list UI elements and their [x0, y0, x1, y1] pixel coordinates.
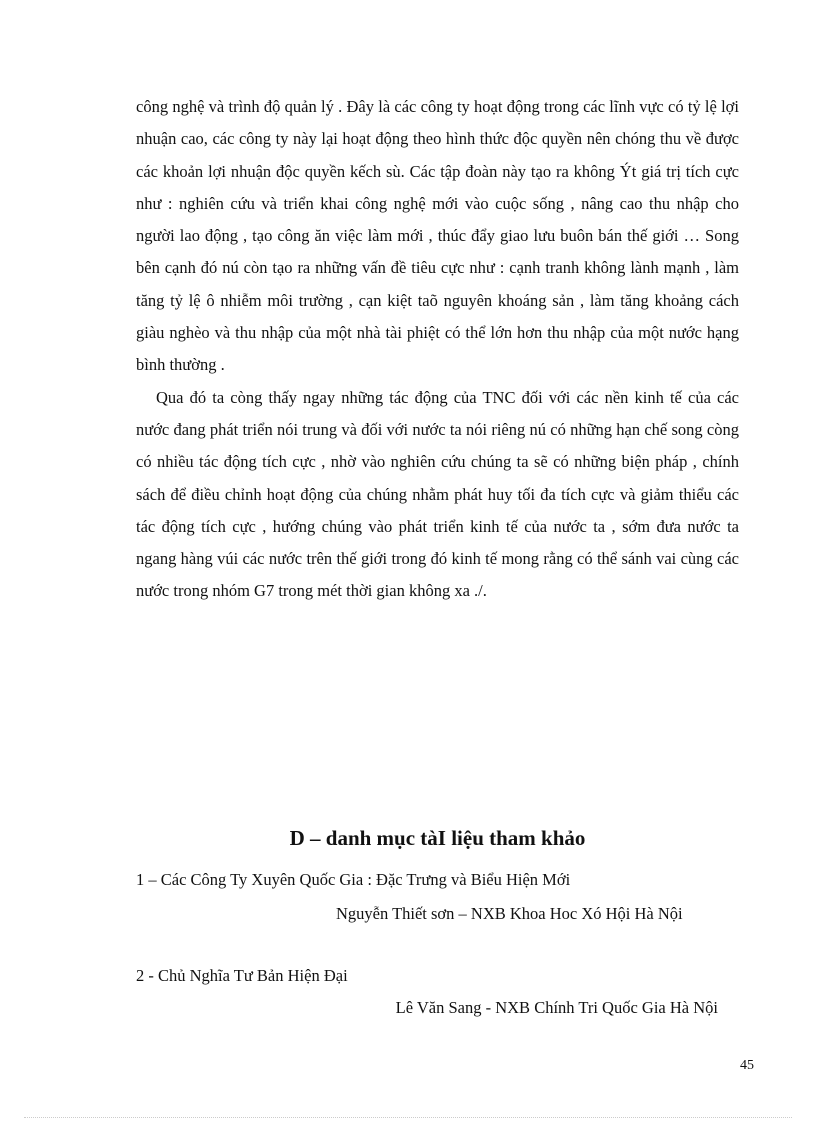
body-paragraph-2: Qua đó ta còng thấy ngay những tác động của TNC đối với các nền kinh tế của các nước đang phát triển nói trung và đối với nước ta nói riêng nú có những hạn chế song còng có nhiều tác động tích cực , nhờ vào nghiên cứu chúng ta sẽ có những biện pháp , chính sách để điều chỉnh hoạt động của chúng nhằm phát huy tối đa tích cực và giảm thiểu các tác động tích cực , hướng chúng vào phát triển kinh tế của nước ta , sớm đưa nước ta ngang hàng vúi các nước trên thế giới trong đó kinh tế mong rằng có thể sánh vai cùng các nước trong nhóm G7 trong mét thời gian không xa ./. — [136, 387, 739, 601]
body-paragraph-1: công nghệ và trình độ quản lý . Đây là các công ty hoạt động trong các lĩnh vực có tỷ lệ lợi nhuận cao, các công ty này lại hoạt động theo hình thức độc quyền nên chóng thu về được các khoản lợi nhuận độc quyền kếch sù. Các tập đoàn này tạo ra không Ýt giá trị tích cực như : nghiên cứu và triển khai công nghệ mới vào cuộc sống , nâng cao thu nhập cho người lao động , tạo công ăn việc làm mới , thúc đẩy giao lưu buôn bán thế giới … Song bên cạnh đó nú còn tạo ra những vấn đề tiêu cực như : cạnh tranh không lành mạnh , làm tăng tỷ lệ ô nhiễm môi trường , cạn kiệt taõ nguyên khoáng sản , làm tăng khoảng cách giàu nghèo và thu nhập của một nhà tài phiệt có thể lớn hơn thu nhập của một nước hạng bình thường . — [136, 97, 739, 375]
references-heading: D – danh mục tàI liệu tham khảo — [289, 826, 586, 850]
footer-divider — [24, 1117, 792, 1118]
reference-2-author: Lê Văn Sang - NXB Chính Tri Quốc Gia Hà Nội — [395, 998, 718, 1017]
reference-1-title: 1 – Các Công Ty Xuyên Quốc Gia : Đặc Trưng và Biểu Hiện Mới — [136, 870, 571, 889]
reference-2-title: 2 - Chủ Nghĩa Tư Bản Hiện Đại — [136, 966, 348, 985]
reference-1-author: Nguyễn Thiết sơn – NXB Khoa Hoc Xó Hội Hà Nội — [336, 904, 683, 923]
page-number: 45 — [740, 1058, 754, 1073]
body-text — [136, 91, 739, 608]
